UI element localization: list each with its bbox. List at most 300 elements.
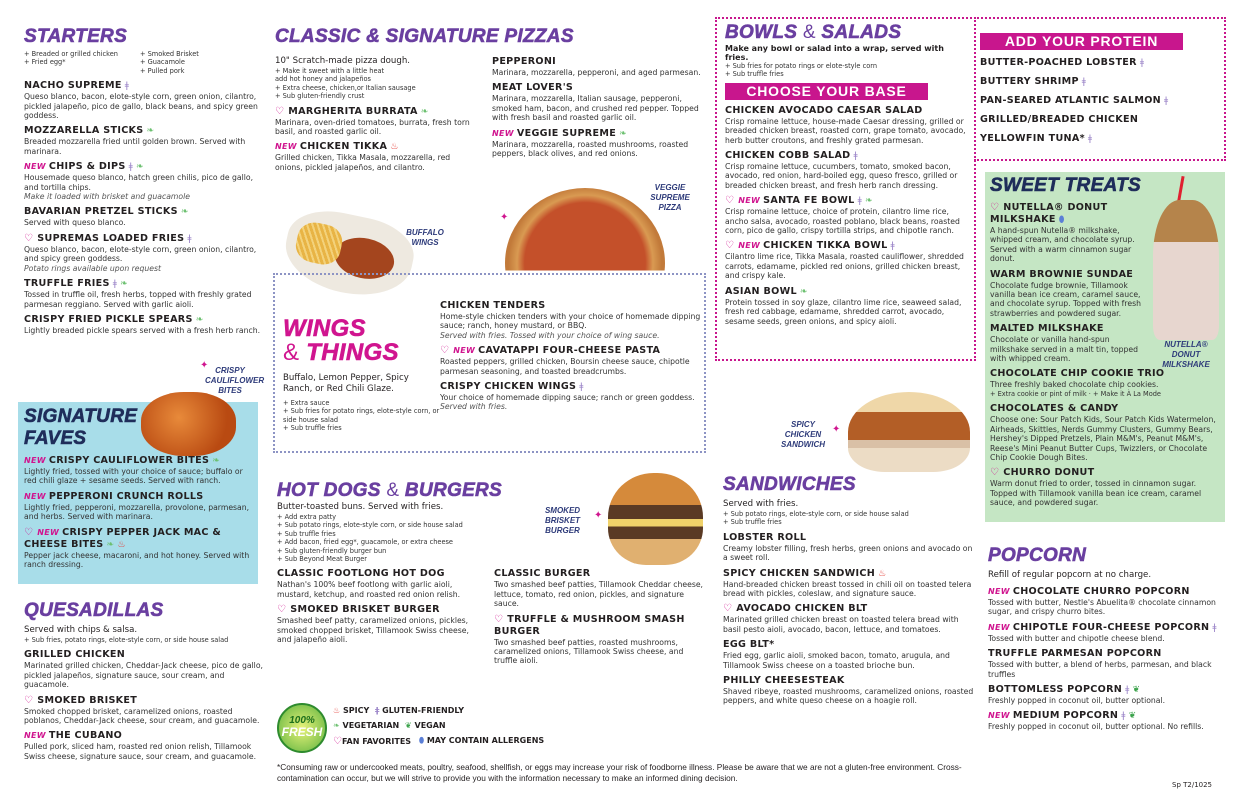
item-name-row	[24, 314, 269, 326]
spicy-icon: ♨	[333, 706, 341, 715]
item-name-row	[275, 106, 480, 118]
item-name-row	[24, 649, 264, 661]
legend-label: SPICY	[342, 706, 370, 715]
item-description: Tossed with butter, a blend of herbs, parmesan, and black truffles	[988, 660, 1212, 679]
item-description: Freshly popped in coconut oil, butter optional.	[988, 696, 1166, 706]
item-description: Housemade queso blanco, hatch green chilis, pico de gallo, and tortilla chips.	[24, 173, 254, 192]
gluten-friendly-icon: ǂ	[1087, 134, 1093, 144]
item-name: PEPPERONI	[492, 56, 557, 67]
gluten-friendly-icon: ǂ	[579, 382, 584, 393]
item-description: Tossed in truffle oil, fresh herbs, topped with freshly grated parmesan reggiano. Served with garlic aioli.	[24, 290, 252, 309]
section-title: STARTERS	[24, 26, 128, 47]
item-name: MEDIUM POPCORN	[1012, 710, 1119, 722]
item-name-row	[725, 286, 966, 298]
menu-item	[275, 141, 480, 172]
item-description: Queso blanco, bacon, elote-style corn, green onion, cilantro, and spicy green goddess.	[24, 244, 257, 264]
item-name-row	[988, 586, 1233, 598]
menu-item	[494, 614, 704, 666]
protein-section	[974, 17, 1226, 161]
item-description: Crisp romaine lettuce, house-made Caesar dressing, grilled or breaded chicken breast, roasted corn, grape tomato, avocado, herb butter croutons, and freshly grated parmesan.	[725, 116, 966, 145]
gluten-friendly-icon: ǂ	[1081, 77, 1087, 87]
ampersand: &	[283, 339, 300, 366]
menu-item	[24, 233, 269, 273]
item-name: THE CUBANO	[48, 730, 123, 742]
menu-item	[24, 491, 252, 522]
section-title: POPCORN	[988, 545, 1087, 566]
new-badge: NEW	[275, 142, 297, 152]
menu-item	[24, 206, 269, 227]
item-name-row	[277, 604, 482, 616]
item-name-row	[988, 684, 1233, 696]
menu-list	[440, 295, 702, 412]
vegetarian-icon: ❧	[333, 721, 340, 730]
item-description: Pepper jack cheese, macaroni, and hot honey. Served with ranch dressing.	[24, 550, 250, 570]
item-name-row	[24, 125, 269, 137]
add-on-line: + Sub fries for potato rings, elote-style corn, or side house salad	[283, 407, 440, 424]
item-description: Served with queso blanco.	[24, 218, 126, 228]
add-on-line: + Sub truffle fries	[725, 70, 784, 79]
menu-item	[24, 455, 252, 486]
item-name-row	[492, 82, 702, 94]
item-name-row	[723, 568, 978, 580]
item-name: MEAT LOVER'S	[492, 82, 574, 94]
vegetarian-icon: ❧	[195, 314, 204, 325]
heart-icon: ♡	[440, 345, 450, 357]
item-name-row	[980, 57, 1224, 69]
protein-list	[974, 57, 1224, 145]
item-name-row	[24, 695, 264, 707]
heart-icon: ♡	[24, 232, 34, 244]
item-name: PAN-SEARED ATLANTIC SALMON	[980, 95, 1161, 106]
item-name: SMOKED BRISKET BURGER	[290, 604, 440, 616]
item-name: CHIPS & DIPS	[48, 161, 126, 173]
photo-caption: BUFFALO WINGS	[406, 228, 444, 247]
add-ons	[24, 636, 264, 644]
section-title: HOT DOGS	[277, 480, 381, 501]
item-name-row	[988, 648, 1233, 660]
gluten-friendly-icon: ǂ	[853, 151, 858, 162]
allergen-icon: ⬮	[419, 736, 425, 745]
item-name-row	[24, 161, 269, 173]
item-name-row	[980, 133, 1224, 145]
section-title: FAVES	[24, 428, 87, 449]
item-name: BUTTER-POACHED LOBSTER	[980, 57, 1137, 68]
item-name: CAVATAPPI FOUR-CHEESE PASTA	[478, 345, 661, 357]
item-name: CHIPOTLE FOUR-CHEESE POPCORN	[1012, 621, 1210, 633]
section-title: SWEET TREATS	[990, 175, 1142, 196]
item-name-row	[725, 240, 966, 252]
add-ons	[24, 50, 118, 75]
vegan-icon: ❦	[405, 721, 412, 730]
item-name-row	[440, 345, 702, 357]
item-description: Marinara, oven-dried tomatoes, burrata, fresh torn basil, and roasted garlic oil.	[275, 117, 470, 137]
item-name: CRISPY CAULIFLOWER BITES	[48, 455, 210, 466]
section-subtitle: Served with fries.	[723, 499, 799, 509]
menu-item	[725, 105, 966, 145]
gluten-friendly-icon: ǂ	[890, 241, 895, 252]
item-description: Tossed with butter, Nestle's Abuelita® chocolate cinnamon sugar, and crispy churro bites.	[988, 598, 1216, 617]
item-description: Fried egg, garlic aioli, smoked bacon, tomato, arugula, and Tillamook Swiss cheese on a toasted brioche bun.	[723, 651, 950, 670]
menu-item	[988, 586, 1233, 617]
item-name: NUTELLA® DONUT MILKSHAKE	[990, 202, 1108, 225]
item-name-row	[440, 381, 702, 393]
new-badge: NEW	[453, 346, 476, 356]
item-name-row	[723, 675, 978, 687]
item-description: Chocolate fudge brownie, Tillamook vanilla bean ice cream, caramel sauce, and chocolate syrup. Topped with fresh strawberries and powdered sugar.	[990, 280, 1141, 318]
section-title: BURGERS	[404, 480, 503, 501]
add-protein-banner: ADD YOUR PROTEIN	[980, 33, 1183, 50]
new-badge: NEW	[37, 527, 60, 537]
menu-item	[988, 710, 1233, 731]
add-on-line: + Sub gluten-friendly burger bun	[277, 546, 387, 555]
section-subtitle: Refill of regular popcorn at no charge.	[988, 570, 1152, 580]
vegetarian-icon: ❧	[180, 207, 189, 218]
item-description: Home-style chicken tenders with your choice of homemade dipping sauce; ranch, honey mustard, or BBQ.	[440, 312, 701, 331]
starters-section	[24, 26, 269, 335]
menu-item	[492, 56, 702, 77]
new-badge: NEW	[738, 196, 761, 206]
item-name: BAVARIAN PRETZEL STICKS	[24, 206, 178, 218]
vegetarian-icon: ❧	[106, 539, 115, 550]
menu-list	[275, 106, 480, 173]
new-badge: NEW	[988, 711, 1010, 721]
item-name-row	[24, 278, 269, 290]
vegetarian-icon: ❧	[865, 196, 873, 207]
menu-item	[440, 345, 702, 376]
item-note: Make it loaded with brisket and guacamole	[24, 192, 190, 202]
gluten-friendly-icon: ǂ	[187, 233, 192, 244]
item-name: TRUFFLE FRIES	[24, 278, 110, 290]
heart-icon: ♡	[333, 736, 342, 747]
item-name-row	[24, 80, 269, 92]
item-name: BUTTERY SHRIMP	[980, 76, 1079, 87]
item-add-ons: + Extra cookie or pint of milk · + Make it À La Mode	[990, 389, 1161, 398]
menu-item	[275, 106, 480, 137]
add-on-line: + Add extra patty	[277, 513, 337, 521]
item-name: BOTTOMLESS POPCORN	[988, 684, 1123, 696]
menu-item	[990, 467, 1220, 507]
item-description: Creamy lobster filling, fresh herbs, green onions and avocado on a sweet roll.	[723, 543, 973, 563]
new-badge: NEW	[492, 128, 514, 138]
menu-item	[494, 568, 704, 608]
item-description: Lightly fried, pepperoni, mozzarella, provolone, parmesan, and herbs. Served with marinara.	[24, 502, 250, 522]
item-name-row	[492, 128, 702, 140]
item-name-row	[980, 76, 1224, 88]
menu-item	[988, 684, 1233, 705]
item-name-row	[988, 622, 1233, 634]
item-name: CHICKEN AVOCADO CAESAR SALAD	[725, 104, 923, 116]
item-name: PHILLY CHEESESTEAK	[723, 675, 845, 687]
spicy-icon: ♨	[390, 142, 399, 153]
menu-item	[723, 639, 978, 670]
item-name-row	[494, 568, 704, 580]
item-name: CHICKEN TENDERS	[440, 300, 546, 311]
legend-label: MAY CONTAIN ALLERGENS	[426, 736, 545, 745]
add-on-line: + Pulled pork	[139, 66, 185, 75]
vegetarian-icon: ❧	[136, 162, 144, 173]
item-description: Marinara, mozzarella, pepperoni, and aged parmesan.	[492, 68, 701, 77]
item-name: YELLOWFIN TUNA*	[980, 133, 1085, 144]
item-name: PEPPERONI CRUNCH ROLLS	[48, 490, 204, 502]
section-subtitle: Butter-toasted buns. Served with fries.	[277, 502, 444, 512]
add-on-line: + Extra sauce	[283, 399, 330, 407]
item-name-row	[723, 532, 978, 544]
item-description: Marinated grilled chicken breast on toasted telera bread with basil pesto aioli, avocado, bacon, lettuce, and tomatoes.	[723, 615, 959, 634]
menu-item	[990, 368, 1220, 398]
add-on-line: + Guacamole	[139, 58, 185, 67]
vegan-icon: ❦	[1128, 711, 1137, 722]
sparkle-icon: ✦	[500, 212, 509, 223]
add-on-line: + Breaded or grilled chicken	[24, 50, 118, 58]
heart-icon: ♡	[275, 105, 285, 117]
item-name: WARM BROWNIE SUNDAE	[990, 268, 1134, 280]
sparkle-icon: ✦	[200, 360, 209, 371]
photo-caption: SMOKED BRISKET BURGER	[544, 506, 581, 535]
item-description: Protein tossed in soy glaze, cilantro lime rice, seaweed salad, fresh red cabbage, edamame, shredded carrot, avocado, sesame seeds, green onions, and spicy aioli.	[725, 297, 962, 326]
menu-code: Sp T2/1025	[1172, 781, 1213, 789]
add-on-line: + Extra cheese, chicken,or Italian sausage	[275, 83, 416, 92]
menu-item	[725, 195, 966, 235]
new-badge: NEW	[24, 731, 46, 741]
item-description: Chocolate or vanilla hand-spun milkshake served in a malt tin, topped with whipped cream.	[990, 335, 1139, 364]
menu-item	[440, 300, 702, 340]
wings-section	[273, 273, 706, 453]
item-description: Breaded mozzarella fried until golden brown. Served with marinara.	[24, 137, 246, 156]
gluten-friendly-icon: ǂ	[124, 81, 130, 92]
legend-vegan	[405, 721, 545, 730]
item-description: Warm donut fried to order, tossed in cinnamon sugar. Topped with Tillamook vanilla bean ice cream, caramel sauce, and powdered sugar.	[990, 479, 1202, 508]
menu-item	[980, 76, 1224, 88]
heart-icon: ♡	[725, 195, 735, 207]
ampersand: &	[802, 22, 816, 43]
item-description: Two smashed beef patties, Tillamook Cheddar cheese, lettuce, tomato, red onion, pickles, and signature sauce.	[494, 580, 704, 609]
item-name: NACHO SUPREME	[24, 80, 122, 92]
heart-icon: ♡	[494, 613, 504, 625]
fresh-badge-logo	[277, 703, 327, 753]
item-name-row	[24, 455, 252, 467]
item-name: GRILLED CHICKEN	[24, 649, 126, 661]
pizzas-section	[275, 26, 705, 172]
item-description: Shaved ribeye, roasted mushrooms, caramelized onions, roasted peppers, and white queso cheese on a hoagie roll.	[723, 687, 974, 706]
add-on-line: + Fried egg*	[24, 58, 66, 67]
new-badge: NEW	[24, 491, 46, 501]
section-title: THINGS	[306, 339, 399, 366]
item-name-row	[24, 730, 264, 742]
menu-item	[988, 648, 1233, 679]
menu-item	[990, 323, 1146, 363]
item-name-row	[990, 323, 1146, 335]
add-on-line: + Sub fries, potato rings, elote-style corn, or side house salad	[24, 636, 229, 644]
menu-item	[980, 57, 1224, 69]
section-title: SALADS	[821, 22, 902, 43]
legend-label: FAN FAVORITES	[341, 737, 412, 746]
item-description: Choose one: Sour Patch Kids, Sour Patch Kids Watermelon, Airheads, Skittles, Nerds Gummy Clusters, Gummy Bears, Hershey's Dipped Pretzels, Plain M&M's, Peanut M&M's, Reese's Mini Peanut Butter Cups, Twizzlers, or Chocolate Chip Cookie Dough Bites.	[990, 415, 1216, 462]
spicy-icon: ♨	[878, 568, 887, 579]
menu-item	[988, 622, 1233, 643]
menu-item	[990, 202, 1146, 264]
item-name: LOBSTER ROLL	[723, 531, 807, 543]
gluten-friendly-icon: ǂ	[857, 196, 863, 207]
item-name: CLASSIC BURGER	[494, 568, 591, 580]
heart-icon: ♡	[990, 202, 1000, 213]
menu-list	[494, 563, 704, 665]
add-on-line: + Sub Beyond Meat Burger	[277, 555, 367, 564]
item-note: Served with fries. Tossed with your choice of wing sauce.	[440, 330, 660, 340]
item-description: Lightly fried, tossed with your choice of sauce; buffalo or red chili glaze + sesame seeds. Served with ranch.	[24, 467, 243, 486]
add-ons	[723, 510, 978, 527]
legend-vegetarian	[333, 721, 405, 730]
item-name: SPICY CHICKEN SANDWICH	[723, 567, 876, 579]
item-name: CLASSIC FOOTLONG HOT DOG	[277, 568, 445, 580]
menu-item	[492, 128, 702, 159]
heart-icon: ♡	[725, 240, 735, 252]
section-subtitle: Make any bowl or salad into a wrap, served with fries.	[725, 44, 944, 62]
item-name-row	[725, 105, 966, 117]
legend-allergens	[419, 736, 549, 747]
spicy-icon: ♨	[117, 539, 126, 550]
menu-item	[24, 730, 264, 761]
item-name-row	[990, 368, 1220, 380]
menu-item	[723, 532, 978, 563]
item-description: Freshly popped in coconut oil, butter optional. No refills.	[988, 722, 1204, 732]
menu-item	[24, 695, 264, 726]
item-description: Two smashed beef patties, roasted mushrooms, caramelized onions, Tillamook Swiss cheese, and truffle aioli.	[494, 637, 684, 666]
vegetarian-icon: ❧	[420, 106, 429, 117]
menu-item	[277, 568, 482, 599]
item-name: CRISPY PEPPER JACK MAC & CHEESE BITES	[24, 526, 222, 550]
item-name: VEGGIE SUPREME	[516, 127, 617, 139]
item-name: CHICKEN TIKKA	[299, 141, 388, 153]
item-name-row	[275, 141, 480, 153]
item-name-row	[980, 95, 1224, 107]
item-name-row	[723, 603, 978, 615]
menu-item	[990, 269, 1146, 319]
allergen-icon: ⬮	[1058, 215, 1065, 225]
gluten-friendly-icon: ǂ	[1212, 622, 1217, 633]
menu-item	[440, 381, 702, 412]
item-name: MALTED MILKSHAKE	[990, 323, 1104, 335]
menu-list	[24, 80, 269, 335]
item-name: CHOCOLATE CHIP COOKIE TRIO	[990, 368, 1165, 380]
item-description: Smoked chopped brisket, caramelized onions, roasted poblanos, Cheddar-Jack cheese, sour cream, and guacamole.	[24, 706, 260, 726]
menu-item	[24, 527, 252, 570]
menu-item	[725, 240, 966, 280]
legend-gluten-friendly	[375, 706, 545, 715]
add-on-line: + Sub potato rings, elote-style corn, or side house salad	[277, 521, 463, 530]
menu-list	[990, 202, 1146, 363]
section-title: SIGNATURE	[24, 406, 138, 427]
item-name-row	[494, 614, 704, 638]
item-name-row	[440, 300, 702, 312]
item-name: GRILLED/BREADED CHICKEN	[980, 114, 1139, 125]
vegetarian-icon: ❧	[799, 286, 808, 297]
menu-item	[24, 80, 269, 120]
disclaimer: *Consuming raw or undercooked meats, poultry, seafood, shellfish, or eggs may increase your risk of foodborne illness. Please be aware that we are not a gluten-free environment. Cross-contamination can occur, but we will strive to provide you with the information necessary to make an informed dining decision.	[277, 762, 962, 783]
badge-text: FRESH	[281, 725, 323, 739]
item-description: Lightly breaded pickle spears served with a fresh herb ranch.	[24, 325, 261, 335]
item-description: Smashed beef patty, caramelized onions, pickles, smoked chopped brisket, Tillamook Swiss cheese, and jalapeño aioli.	[277, 616, 469, 645]
item-name-row	[24, 491, 252, 503]
item-name: CHICKEN COBB SALAD	[725, 150, 851, 162]
new-badge: NEW	[24, 162, 46, 172]
legend-fan-favorites	[333, 736, 419, 747]
item-note: Potato rings available upon request	[24, 263, 162, 273]
item-description: Marinara, mozzarella, Italian sausage, pepperoni, smoked ham, bacon, and crushed red pepper. Topped with fresh basil and roasted garlic oil.	[492, 94, 699, 123]
photo-caption: CRISPY CAULIFLOWER BITES	[205, 366, 265, 395]
item-name: SUPREMAS LOADED FRIES	[37, 232, 185, 244]
ampersand: &	[386, 480, 400, 501]
item-name: CHOCOLATE CHURRO POPCORN	[1012, 586, 1190, 597]
item-name: EGG BLT*	[723, 639, 775, 651]
add-ons	[725, 62, 966, 79]
menu-item	[980, 114, 1224, 126]
item-description: Nathan's 100% beef footlong with garlic aioli, mustard, ketchup, and roasted red onion relish.	[277, 580, 461, 599]
gluten-friendly-icon: ǂ	[1125, 685, 1130, 696]
legend-label: VEGETARIAN	[342, 721, 400, 730]
item-name: TRUFFLE & MUSHROOM SMASH BURGER	[494, 613, 685, 637]
add-on-line: + Sub potato rings, elote-style corn, or side house salad	[723, 510, 909, 518]
item-description: Crisp romaine lettuce, choice of protein, cilantro lime rice, ancho salsa, avocado, roasted poblano, black beans, roasted corn, pico de gallo, crispy tortilla strips, and chipotle ranch.	[725, 207, 960, 236]
menu-item	[24, 278, 269, 309]
photo-caption: NUTELLA® DONUT MILKSHAKE	[1162, 340, 1210, 369]
item-name-row	[492, 56, 702, 68]
add-on-line: + Sub truffle fries	[277, 529, 336, 538]
menu-list	[723, 532, 978, 706]
item-description: Your choice of homemade dipping sauce; ranch or green goddess.	[440, 393, 695, 403]
add-on-line: add hot honey and jalapeños	[275, 75, 371, 84]
menu-item	[723, 568, 978, 599]
photo-caption: VEGGIE SUPREME PIZZA	[650, 183, 690, 212]
item-name-row	[725, 195, 966, 207]
brisket-burger-photo	[608, 473, 703, 565]
item-description: Marinara, mozzarella, roasted mushrooms, roasted peppers, black olives, and red onions.	[492, 139, 689, 159]
sweet-treats-section	[985, 172, 1225, 522]
menu-item	[723, 675, 978, 706]
item-name-row	[24, 206, 269, 218]
item-name-row	[723, 639, 978, 651]
item-name: AVOCADO CHICKEN BLT	[736, 603, 868, 615]
item-name-row	[24, 527, 252, 551]
item-name: MARGHERITA BURRATA	[288, 105, 418, 117]
new-badge: NEW	[24, 456, 46, 465]
item-name: TRUFFLE PARMESAN POPCORN	[988, 648, 1162, 660]
vegetarian-icon: ❧	[146, 126, 155, 137]
gluten-friendly-icon: ǂ	[1121, 711, 1126, 722]
item-name-row	[725, 150, 966, 162]
sparkle-icon: ✦	[594, 510, 603, 521]
vegetarian-icon: ❧	[619, 128, 627, 139]
menu-list	[24, 649, 264, 761]
legend-spicy	[333, 706, 375, 715]
item-name-row	[24, 233, 269, 245]
vegetarian-icon: ❧	[120, 279, 128, 290]
add-ons	[140, 50, 199, 75]
menu-item	[277, 604, 482, 644]
item-name-row	[980, 114, 1224, 126]
add-ons	[275, 67, 480, 101]
menu-item	[980, 95, 1224, 107]
menu-list	[492, 51, 702, 172]
legend	[333, 706, 553, 747]
item-description: Cilantro lime rice, Tikka Masala, roasted cauliflower, shredded carrots, edamame, pickled red onions, grilled chicken breast, and crispy kale.	[725, 252, 964, 281]
menu-item	[24, 649, 264, 689]
legend-label: VEGAN	[414, 721, 446, 730]
menu-item	[980, 133, 1224, 145]
item-description: Roasted peppers, grilled chicken, Boursin cheese sauce, chipotle parmesan seasoning, and toasted breadcrumbs.	[440, 357, 690, 376]
section-subtitle: 10" Scratch-made pizza dough.	[275, 56, 411, 66]
sparkle-icon: ✦	[832, 424, 841, 435]
item-description: Three freshly baked chocolate chip cookies.	[990, 380, 1159, 390]
